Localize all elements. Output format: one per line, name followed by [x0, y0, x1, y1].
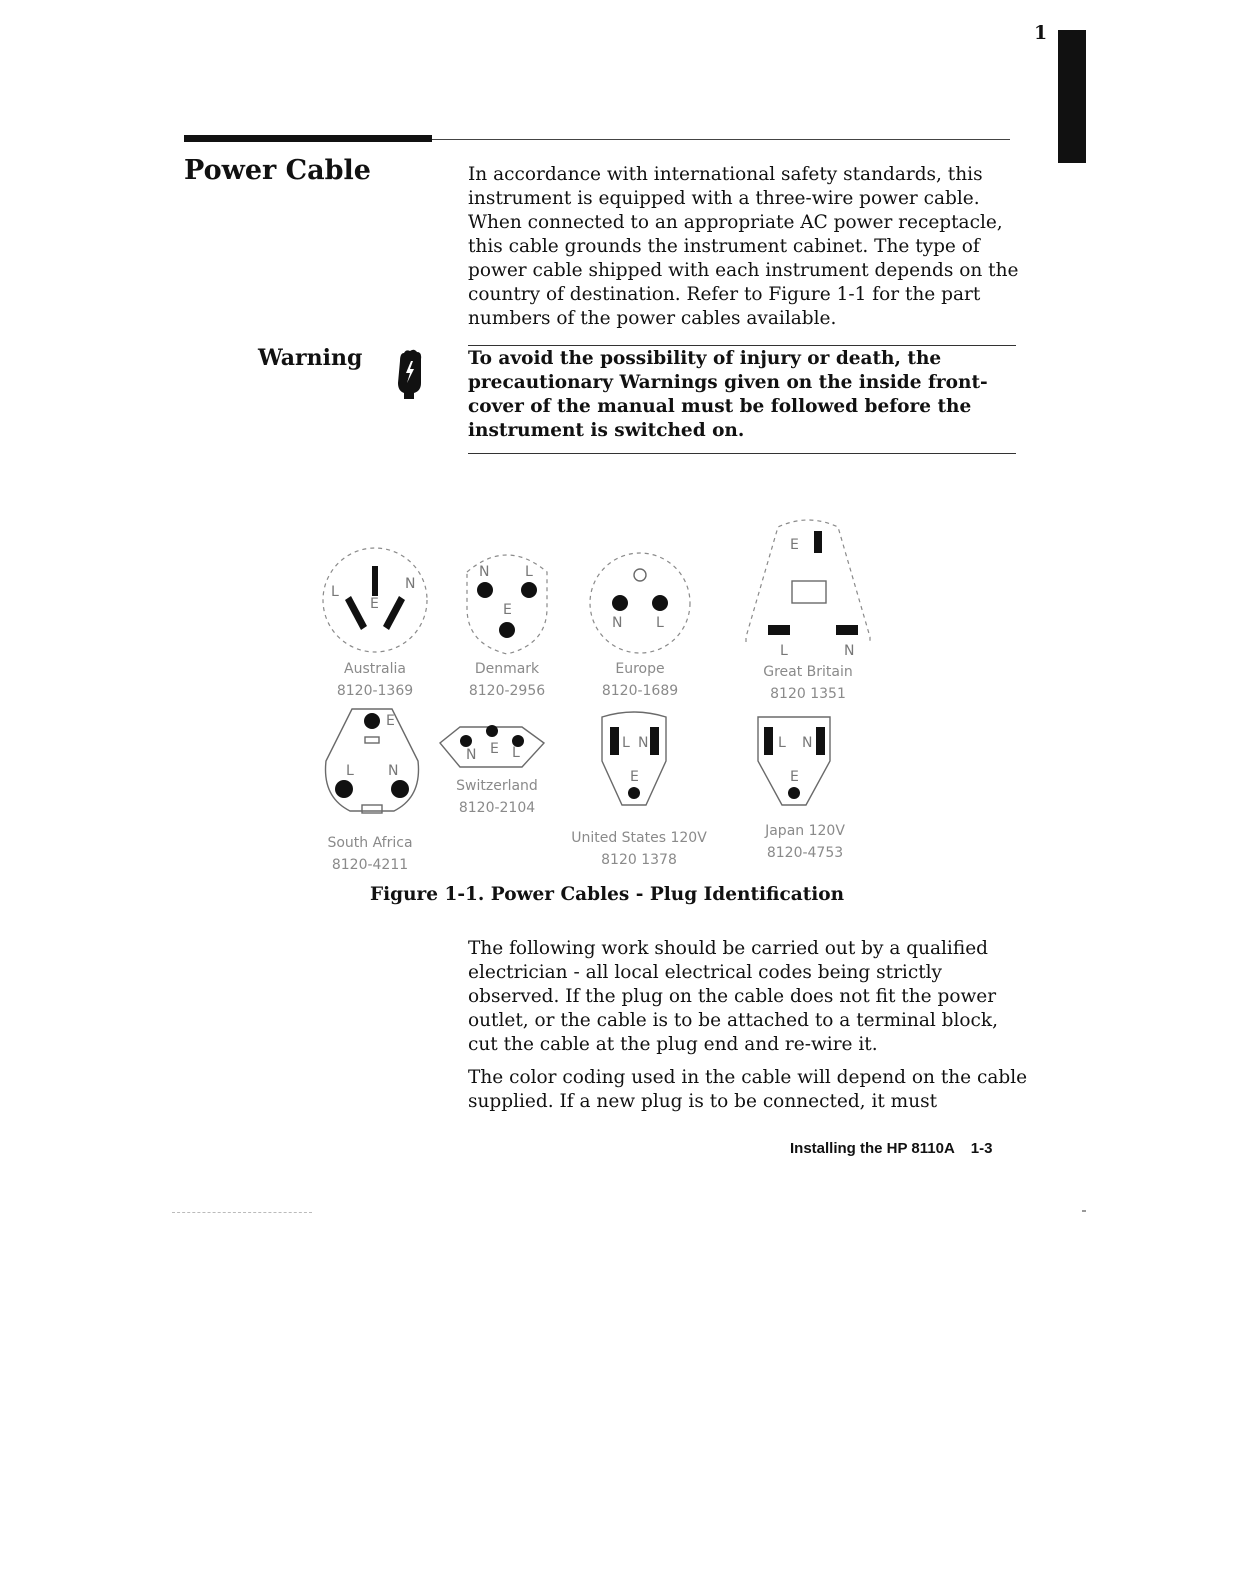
pin-label: E — [790, 769, 799, 785]
warning-rule-bottom — [468, 453, 1016, 454]
plug-australia — [323, 548, 427, 652]
section-rule-thin — [432, 139, 1010, 140]
plug-part-number: 8120-1689 — [601, 683, 679, 699]
plug-part-number: 8120 1351 — [770, 686, 846, 702]
plug-caption-denmark — [432, 658, 582, 702]
plug-europe — [590, 553, 690, 653]
pin-label: N — [638, 735, 649, 751]
pin-label: N — [466, 747, 477, 763]
plug-part-number: 8120-4753 — [766, 845, 844, 861]
plug-caption-united-states — [564, 827, 714, 871]
pin-label: N — [479, 564, 490, 580]
chapter-number: 1 — [1034, 22, 1048, 44]
warning-rule-top — [468, 345, 1016, 346]
pin-label: E — [790, 537, 799, 553]
plug-caption-europe — [565, 658, 715, 702]
pin-label: L — [525, 564, 533, 580]
page-number: 1-3 — [970, 1140, 993, 1157]
plug-part-number: 8120-4211 — [331, 857, 409, 873]
section-rule-thick — [184, 135, 432, 142]
warning-text: To avoid the possibility of injury or death, the precautionary Warnings given on the inside front-cover of the manual must be followed before the instrument is switched on. — [468, 348, 988, 441]
pin-label: L — [780, 643, 788, 659]
pin-label: E — [386, 713, 395, 729]
pin-label: E — [503, 602, 512, 618]
pin-label: N — [844, 643, 855, 659]
body-paragraph-2: The color coding used in the cable will depend on the cable supplied. If a new plug is to be connected, it must — [468, 1067, 1028, 1112]
plug-country: Australia — [344, 661, 406, 677]
plug-part-number: 8120 1378 — [601, 852, 677, 868]
chapter-tab — [1058, 30, 1086, 163]
plug-great-britain — [746, 520, 870, 659]
plug-country: Denmark — [474, 661, 540, 677]
plug-caption-great-britain — [733, 661, 883, 705]
pin-label: N — [802, 735, 813, 751]
scan-artifact-dot — [1082, 1210, 1086, 1212]
intro-paragraph: In accordance with international safety standards, this instrument is equipped with a three-wire power cable. When connected to an appropriate AC power receptacle, this cable grounds the instrument cabinet. The type of power cable shipped with each instrument depends on the country of destination. Refer to Figure 1-1 for the part numbers of the power cables available. — [468, 164, 1019, 329]
pin-label: N — [388, 763, 399, 779]
body-paragraph-1: The following work should be carried out by a qualified electrician - all local electrical codes being strictly observed. If the plug on the cable does not fit the power outlet, or the cable is to be attached to a terminal block, cut the cable at the plug end and re-wire it. — [468, 938, 998, 1055]
pin-label: L — [622, 735, 630, 751]
pin-label: L — [656, 615, 664, 631]
plug-country: Japan 120V — [765, 823, 845, 839]
pin-label: N — [612, 615, 623, 631]
pin-label: L — [331, 584, 339, 600]
plug-country: South Africa — [327, 835, 413, 851]
plug-caption-switzerland — [422, 775, 572, 819]
plug-caption-south-africa — [295, 832, 445, 876]
warning-label: Warning — [258, 345, 363, 371]
section-title: Power Cable — [184, 155, 371, 186]
plug-south-africa — [326, 709, 419, 813]
plug-denmark — [467, 555, 547, 654]
figure-caption: Figure 1-1. Power Cables - Plug Identification — [370, 884, 845, 905]
plug-part-number: 8120-1369 — [336, 683, 414, 699]
plug-caption-japan — [730, 820, 880, 864]
pin-label: L — [346, 763, 354, 779]
plug-country: Europe — [615, 661, 665, 677]
pin-label: E — [490, 741, 499, 757]
plug-switzerland — [440, 725, 544, 767]
pin-label: E — [370, 596, 379, 612]
pin-label: E — [630, 769, 639, 785]
pin-label: N — [405, 576, 416, 592]
plug-part-number: 8120-2956 — [468, 683, 546, 699]
pin-label: L — [512, 745, 520, 761]
footer-title: Installing the HP 8110A — [790, 1140, 955, 1157]
plug-country: Great Britain — [763, 664, 853, 680]
plug-japan — [758, 717, 830, 805]
hazard-hand-icon — [394, 347, 424, 399]
plug-country: United States 120V — [571, 830, 707, 846]
plug-country: Switzerland — [456, 778, 538, 794]
plug-figure — [300, 505, 900, 890]
plug-united-states — [602, 712, 666, 805]
plug-part-number: 8120-2104 — [458, 800, 536, 816]
pin-label: L — [778, 735, 786, 751]
page-footer — [790, 1140, 992, 1157]
scan-artifact-line — [172, 1212, 312, 1214]
plug-caption-australia — [300, 658, 450, 702]
